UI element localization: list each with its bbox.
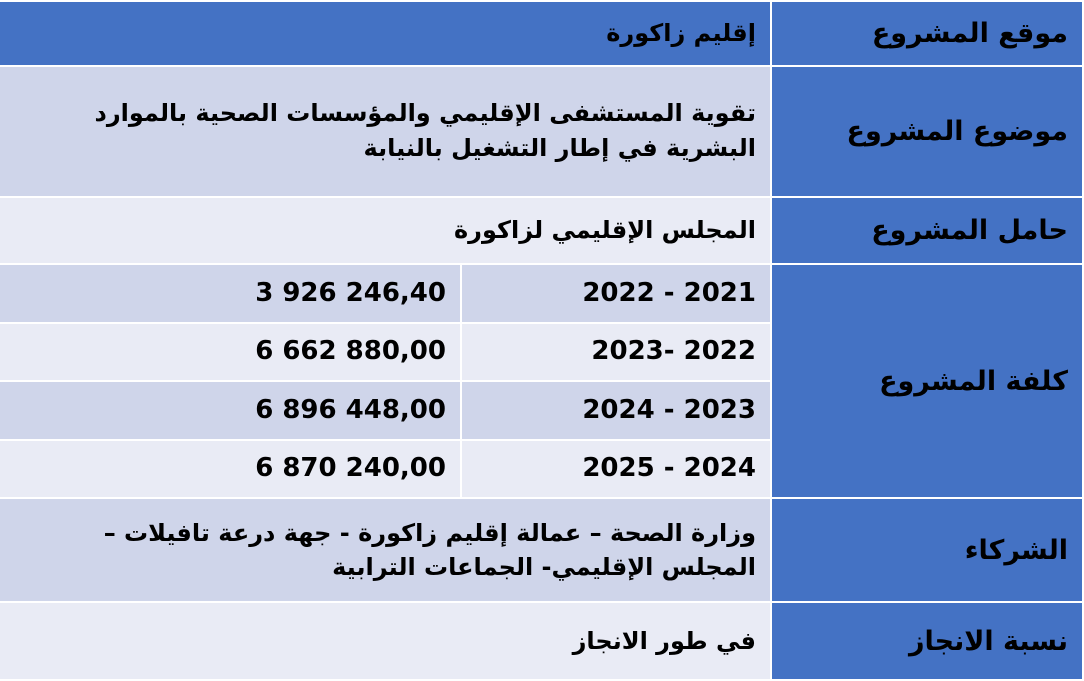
row-progress (0, 602, 1083, 680)
row-location (0, 1, 1083, 66)
cost-years: 2021 - 2022 (461, 264, 771, 323)
label-subject: موضوع المشروع (771, 66, 1083, 197)
value-progress: في طور الانجاز (0, 602, 771, 680)
row-owner (0, 197, 1083, 265)
row-partners (0, 498, 1083, 602)
label-owner: حامل المشروع (771, 197, 1083, 265)
label-partners: الشركاء (771, 498, 1083, 602)
row-cost-1 (0, 264, 1083, 323)
cost-amount: 6 870 240,00 (0, 440, 461, 499)
label-cost: كلفة المشروع (771, 264, 1083, 498)
label-location: موقع المشروع (771, 1, 1083, 66)
cost-years: 2024 - 2025 (461, 440, 771, 499)
cost-amount: 6 896 448,00 (0, 381, 461, 440)
row-subject (0, 66, 1083, 197)
value-owner: المجلس الإقليمي لزاكورة (0, 197, 771, 265)
label-progress: نسبة الانجاز (771, 602, 1083, 680)
value-location: إقليم زاكورة (0, 1, 771, 66)
value-subject: تقوية المستشفى الإقليمي والمؤسسات الصحية بالموارد البشرية في إطار التشغيل بالنيابة (0, 66, 771, 197)
cost-amount: 6 662 880,00 (0, 323, 461, 382)
cost-years: 2023 - 2024 (461, 381, 771, 440)
cost-amount: 3 926 246,40 (0, 264, 461, 323)
cost-years: 2022 -2023 (461, 323, 771, 382)
value-partners: وزارة الصحة – عمالة إقليم زاكورة - جهة درعة تافيلات – المجلس الإقليمي- الجماعات الترابية (0, 498, 771, 602)
